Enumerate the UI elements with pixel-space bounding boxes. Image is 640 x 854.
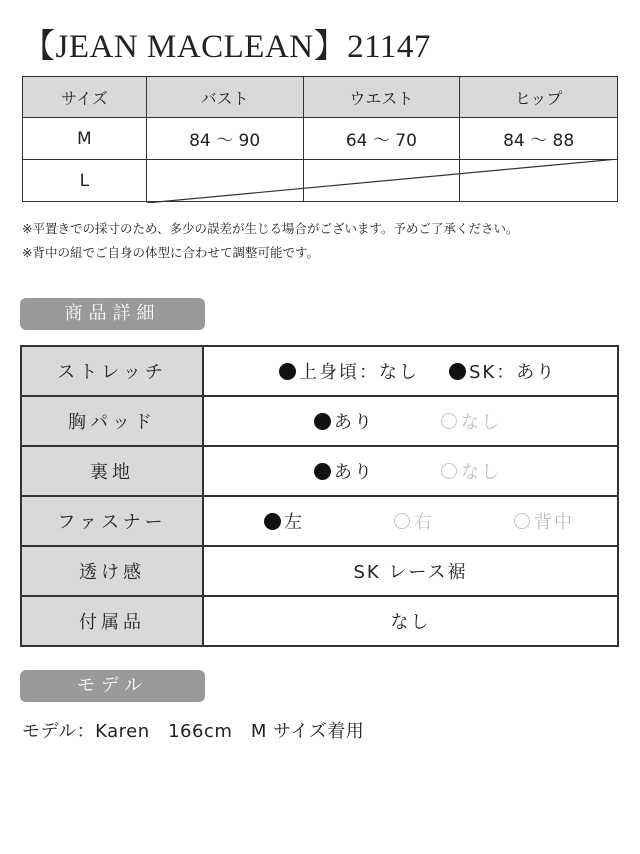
size-cell: L [23, 160, 147, 202]
option-selected: 上身頃：なし [279, 358, 419, 384]
size-table-header [23, 77, 618, 118]
table-row [21, 596, 618, 646]
zipper-value [203, 496, 618, 546]
waist-cell [303, 160, 460, 202]
table-row [21, 346, 618, 396]
sheerness-label: 透け感 [21, 546, 203, 596]
header-waist: ウエスト [303, 77, 460, 118]
lining-value [203, 446, 618, 496]
option-unselected: 背中 [514, 508, 574, 534]
details-section-title: 商品詳細 [20, 298, 205, 330]
empty-circle-icon [441, 413, 457, 429]
lining-label: 裏地 [21, 446, 203, 496]
bust-cell [146, 160, 303, 202]
header-size: サイズ [23, 77, 147, 118]
stretch-value [203, 346, 618, 396]
option-selected: 左 [264, 508, 304, 534]
empty-circle-icon [514, 513, 530, 529]
filled-circle-icon [279, 363, 296, 380]
size-table [22, 76, 618, 202]
size-cell: M [23, 118, 147, 160]
table-row [23, 160, 618, 202]
filled-circle-icon [449, 363, 466, 380]
details-table [20, 345, 619, 647]
header-bust: バスト [146, 77, 303, 118]
option-selected: SK：あり [449, 358, 556, 384]
table-row [21, 446, 618, 496]
hip-cell: 84 ～ 88 [460, 118, 618, 160]
table-row [21, 396, 618, 446]
sheerness-value: SK レース裾 [203, 546, 618, 596]
option-unselected: なし [441, 408, 501, 434]
model-info: モデル：Karen 166cm M サイズ着用 [22, 721, 365, 742]
measurement-note: ※平置きでの採寸のため、多少の誤差が生じる場合がございます。予めご了承ください。 [22, 221, 519, 236]
option-unselected: なし [441, 458, 501, 484]
filled-circle-icon [264, 513, 281, 530]
option-selected: あり [314, 408, 374, 434]
zipper-label: ファスナー [21, 496, 203, 546]
model-section-title: モデル [20, 670, 205, 702]
adjustment-note: ※背中の紐でご自身の体型に合わせて調整可能です。 [22, 245, 319, 260]
table-row [21, 546, 618, 596]
accessories-label: 付属品 [21, 596, 203, 646]
hip-cell [460, 160, 618, 202]
header-hip: ヒップ [460, 77, 618, 118]
table-row [23, 118, 618, 160]
waist-cell: 64 ～ 70 [303, 118, 460, 160]
option-unselected: 右 [394, 508, 434, 534]
stretch-label: ストレッチ [21, 346, 203, 396]
chest-pad-value [203, 396, 618, 446]
filled-circle-icon [314, 463, 331, 480]
empty-circle-icon [441, 463, 457, 479]
table-row [21, 496, 618, 546]
page-title: 【JEAN MACLEAN】21147 [22, 29, 431, 65]
empty-circle-icon [394, 513, 410, 529]
option-selected: あり [314, 458, 374, 484]
filled-circle-icon [314, 413, 331, 430]
bust-cell: 84 ～ 90 [146, 118, 303, 160]
chest-pad-label: 胸パッド [21, 396, 203, 446]
accessories-value: なし [203, 596, 618, 646]
